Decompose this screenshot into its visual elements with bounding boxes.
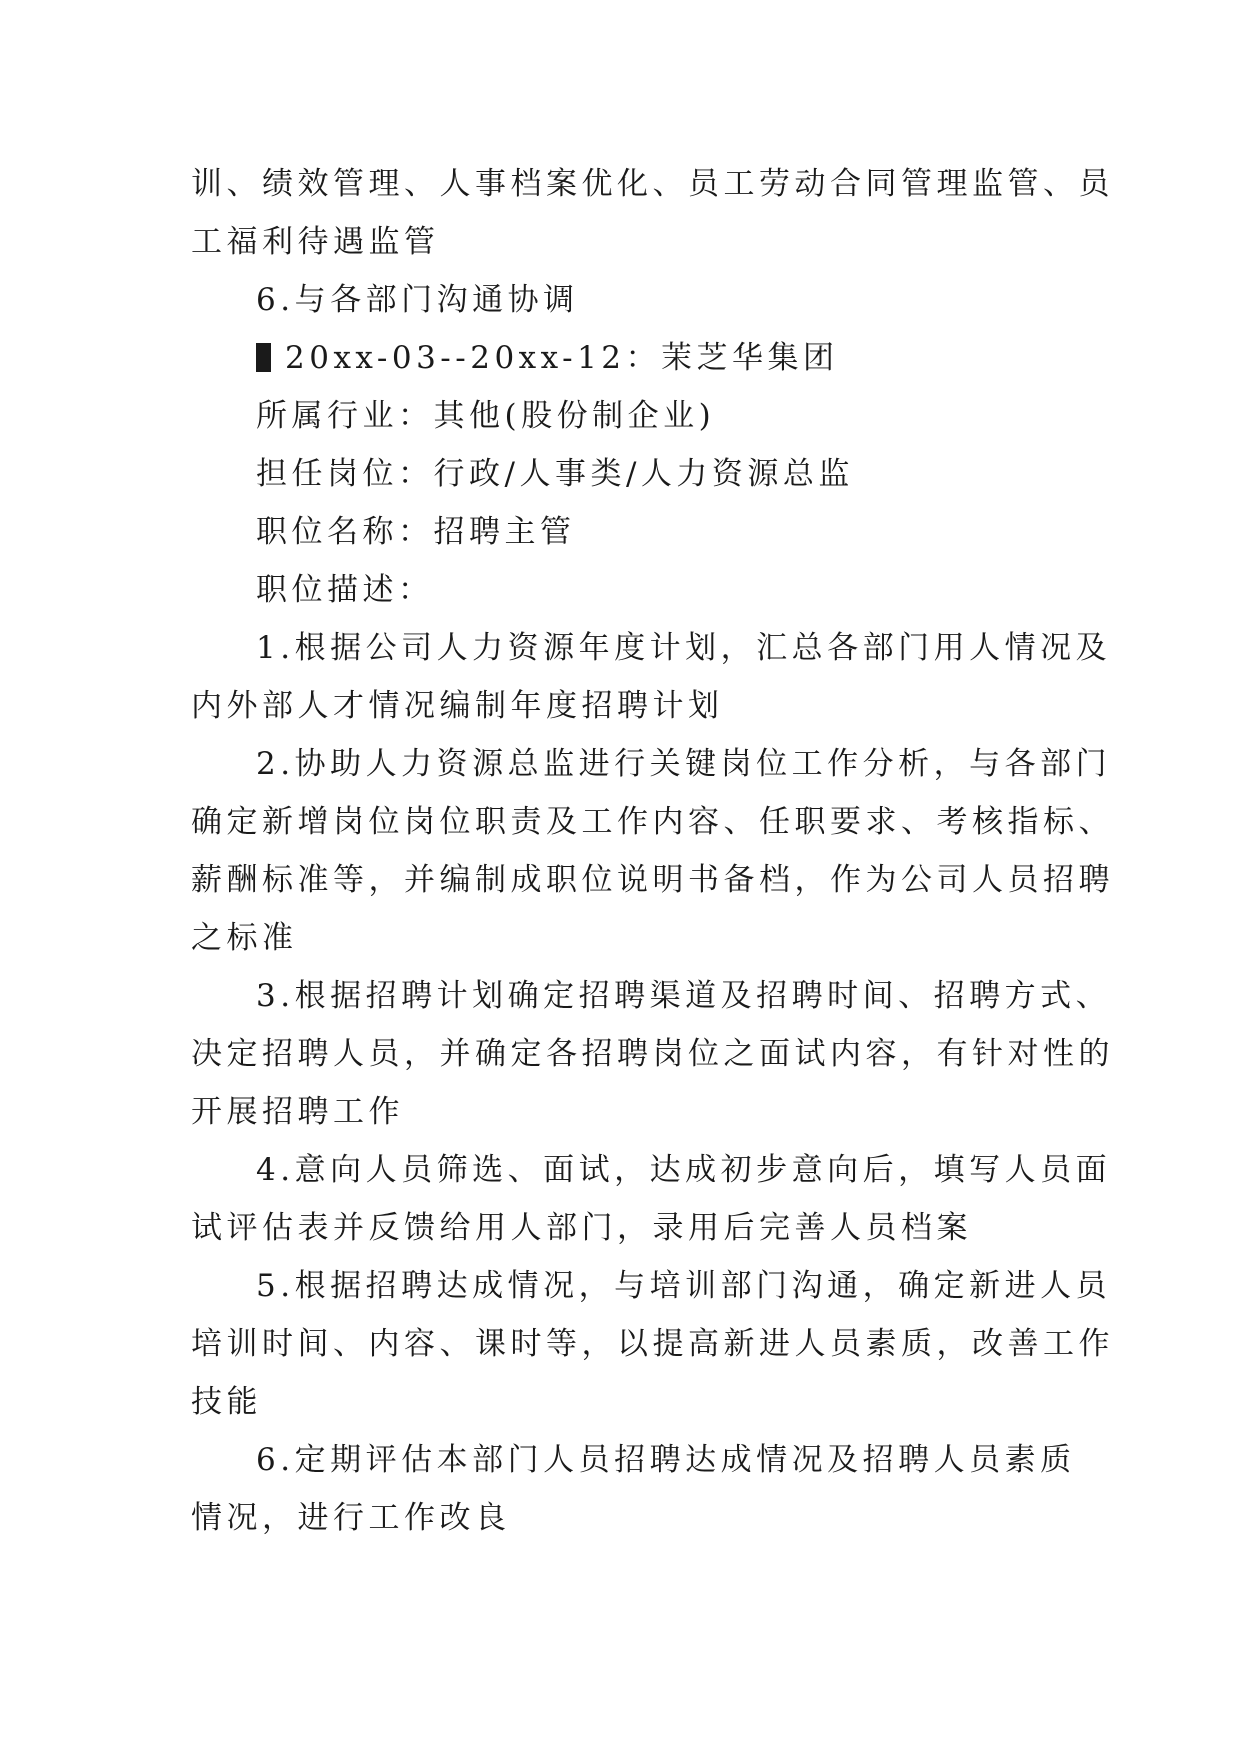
bullet-marker-icon xyxy=(256,343,271,372)
text-line: 培训时间、内容、课时等，以提高新进人员素质，改善工作 xyxy=(191,1326,1114,1362)
text-line: 确定新增岗位岗位职责及工作内容、任职要求、考核指标、 xyxy=(191,804,1114,840)
text-line: 之标准 xyxy=(191,920,298,956)
text-line: 工福利待遇监管 xyxy=(191,224,440,260)
text-line: 试评估表并反馈给用人部门，录用后完善人员档案 xyxy=(191,1210,972,1246)
text-line: 薪酬标准等，并编制成职位说明书备档，作为公司人员招聘 xyxy=(191,862,1114,898)
text-line: 内外部人才情况编制年度招聘计划 xyxy=(191,688,724,724)
job-entry-header xyxy=(191,329,1071,387)
text-line: 5.根据招聘达成情况，与培训部门沟通，确定新进人员 xyxy=(256,1268,1112,1304)
document-body xyxy=(191,155,1114,1547)
text-line: 2.协助人力资源总监进行关键岗位工作分析，与各部门 xyxy=(256,746,1112,782)
text-line: 所属行业：其他(股份制企业) xyxy=(256,398,716,434)
text-line: 情况，进行工作改良 xyxy=(191,1500,511,1536)
text-line: 担任岗位：行政/人事类/人力资源总监 xyxy=(256,456,854,492)
text-line: 决定招聘人员，并确定各招聘岗位之面试内容，有针对性的 xyxy=(191,1036,1114,1072)
text-line: 职位名称：招聘主管 xyxy=(256,514,576,550)
text-line: 训、绩效管理、人事档案优化、员工劳动合同管理监管、员 xyxy=(191,166,1114,202)
text-line: 技能 xyxy=(191,1384,262,1420)
text-line: 4.意向人员筛选、面试，达成初步意向后，填写人员面 xyxy=(256,1152,1112,1188)
text-line: 1.根据公司人力资源年度计划，汇总各部门用人情况及 xyxy=(256,630,1112,666)
text-line: 开展招聘工作 xyxy=(191,1094,404,1130)
text-line: 职位描述： xyxy=(256,572,434,608)
text-line: 6.与各部门沟通协调 xyxy=(256,282,579,318)
text-line: 3.根据招聘计划确定招聘渠道及招聘时间、招聘方式、 xyxy=(256,978,1112,1014)
job-entry-period: 20xx-03--20xx-12：茉芝华集团 xyxy=(285,340,839,376)
text-line: 6.定期评估本部门人员招聘达成情况及招聘人员素质 xyxy=(256,1442,1076,1478)
